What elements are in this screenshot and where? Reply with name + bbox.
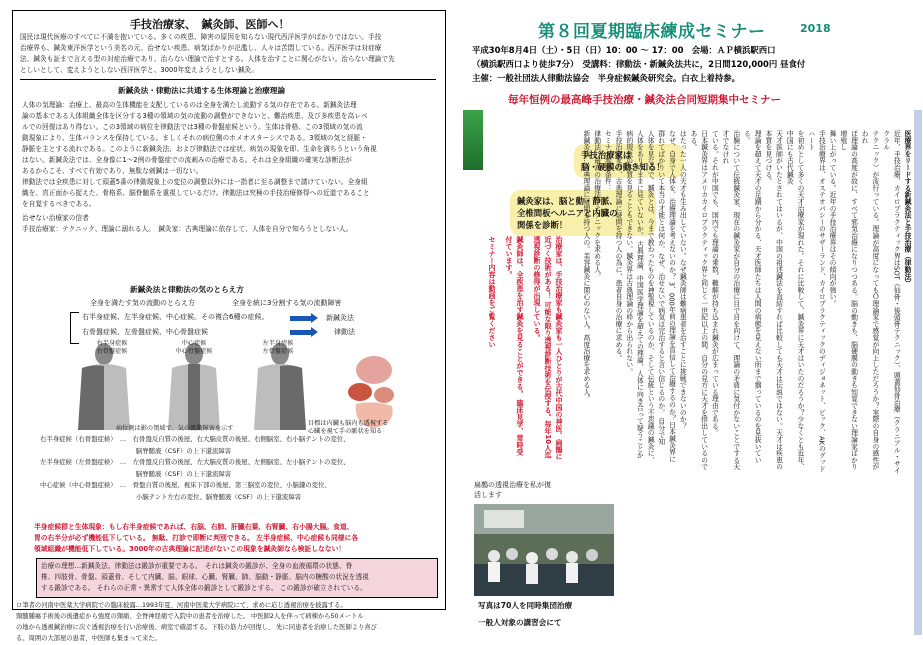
vertical-line: 人体をありのままに見ていないか。 古典理論、中国医学理論を超えての理論、人体に向き合って疑うことか [635, 130, 644, 459]
body-line: 律動法では全疾患に対して頭蓋5番の律動現象上の変位の調整以外には一指者に至る調整まで請けていない。全身組 [22, 178, 368, 186]
body-line: 動現象により、生体バランスを保持している。ましくそれの病位側のホメオスターシスである。3領域の気と経脈・ [22, 134, 368, 142]
bubble-line: 脳・硬膜の動き知る！ [581, 162, 665, 172]
vertical-red-line: 鍼灸師は、全疾患を治す鍼灸を見ることができる。 臨床見学、常時受付ています。 [505, 236, 524, 456]
foot-line: る。周囲の大部屋の患者、中医師も集まって来た。 [16, 635, 161, 642]
body-line: あるからこそ、すべて有効であり、無駄な刺鍼は一切ない。 [22, 167, 203, 175]
flow-right-label: 全身を統に3分割する気の流動障害 [232, 299, 342, 307]
case-line: 右半身症候（右骨盤症候） … 右骨盤反自質の後屋、右大脳皮質の後屋、右側脳室、右小脳テントの変位、 [40, 435, 350, 443]
treatment-label: 律動法 [334, 328, 355, 336]
vertical-line: 天才医師がいたとされてはいるが、中国の祖述鍼法を直結すれば比較しても天才は伝説ではない。天才は疾患の本質を見つける。 [763, 130, 783, 470]
section-title-theory: 新鍼灸法・律動法に共通する生体理論と治療理論 [118, 86, 286, 95]
info-line: 主催：一般社団法人律動法協会 半身症候鍼灸研究会。白衣上着持参。 [472, 73, 740, 83]
vertical-line: を初めとして多くの天才治療家が現れた。それに比較して、鍼灸界に天才はいたのだろうか？少なくとも近年、中国にも古代鍼灸 [785, 130, 804, 470]
vertical-line: ている。それが中国でも、国内でも理論の乗数、難解が持ち込まれ鍼灸が広まっている理由である。 [710, 130, 719, 436]
vertical-line: ば理論の高度が故に、すべて邪気治療になりつつある。脳の動きも、脳硬膜の動きも知覚できない理論家ばかり増殖し [838, 130, 858, 470]
seminar-title: 第８回夏期臨床練成セミナー [538, 22, 766, 42]
decor-band [463, 110, 483, 170]
body-line: ルでの回復はあり得ない。この3領域の病位を律動法では3種の骨盤症候という。生体は骨格、この3領域の気の流 [22, 123, 363, 131]
vertical-line: 医療界をリードする新鍼灸法と手技治療（律動法） [903, 130, 911, 287]
condition-line: 右半身症候、左半身症候、中心症候。その複合6種の症候。 [82, 313, 269, 321]
bubble-line: 鍼灸家は、脳と動・静脈、 [517, 196, 618, 206]
vertical-red-line: 透視診断の修得が出現している。 [533, 236, 541, 341]
vertical-red-line: 近づく技術がある！ 可能な限り透視診断技術を伝授する。毎年10人迄 [544, 236, 552, 459]
vertical-red-line: 治療家は、手技治療家も鍼灸家も一人ひとりが古代中国の神医、扁鵲に [555, 236, 563, 460]
photo-caption: 写真は70人を同時集団治療 [478, 601, 573, 610]
bubble-line: 全椎間板ヘルニアと内臓の [517, 208, 618, 218]
vertical-line: 新鍼灸法…古典理論に疑問を持つ人の。美容鍼灸に関心のない人。高度治療を求める人。 [581, 130, 590, 402]
seminar-subtitle: 毎年恒例の最高峰手技治療・鍼灸法合同短期集中セミナー [508, 94, 781, 106]
photo-caption: 一般人対象の講習会にて [478, 618, 562, 627]
arrow-right-icon [290, 330, 312, 335]
vertical-line: セミナー参加条件： [603, 130, 612, 192]
organs-icon [348, 356, 394, 428]
vertical-line: なぜ、自身で人体を、治療理論を考えないのか？ 3、000年前の理論を盲信して治療するのか？日本鍼灸界に [667, 130, 676, 463]
body-line: 人体の気理論：治療上、最高の生体機能を支配しているのは全身を満たし流動する気の存在である。新鍼灸法理 [22, 101, 357, 109]
figure-caption-left: 病位側は影の領域で、気の流動障害を示す [116, 425, 234, 432]
figure-caption-right: 目標は内臓も脳内も透視する 心臓を視て手の脈状を知る [308, 420, 389, 435]
figure-label-right: 右半身症候 右骨盤症候 [96, 340, 128, 355]
vertical-line: 病的現象の本質を見ることもできない。鍼灸界は古典理論の枠から出られない。 [624, 130, 633, 375]
pink-line: する鍛診である。 それらの正常・異常すて人体全体の鍛診として鍛診とする。 この鍛診が確立されている。 [41, 584, 367, 592]
treatment-ideal-box [36, 558, 438, 598]
vertical-line: 群れてばかりいて本当の才能とは何か。なぜ、治せないで病気は完治すると言い信じるのか。 自分で知 [656, 130, 665, 445]
footnote [16, 600, 446, 644]
divider [20, 79, 436, 80]
intro-line: としいとして、変えようとしない西洋医学と、3000年変えようとしない鍼灸。 [20, 66, 258, 74]
body-figure-icon [78, 343, 130, 430]
vertical-line: 律動法…最高の治療法、テクニックを求める人。 [592, 130, 601, 280]
vertical-line: テクニック）が流行っている。理論が高度になってもＯ理論家で感覚が向上しただろうか？実際の自身の感性がわれ [860, 130, 879, 470]
case-line: 脳脊髄液（CSF）の上下還流障害 [40, 446, 232, 455]
vertical-line: 人体を見ないで、鍼灸とは、今まで教わったものを神聖視しているのか、そして伝統という不思議の鍼灸に、 [646, 130, 655, 464]
treatment-label: 新鍼灸法 [326, 314, 354, 322]
condition-line: 右骨盤症候、左骨盤症候、中心骨盤症候 [82, 328, 208, 336]
foot-line: の地から透視鍼治療に次ぐ透視治療を行い治療後、病室で確認する。下肢の筋力が回復し、 先に同患者を治療した医師より喜び [16, 624, 377, 631]
figure-label-center: 中心症候 中心骨盤症候 [175, 340, 213, 355]
red-line: 領域組織が機能低下している。3000年の古典理論に記述がないこの現象を鍼灸師なら検証しなない！ [34, 545, 346, 553]
seminar-year: 2018 [800, 22, 831, 35]
body-figure-icon [254, 343, 306, 430]
vertical-red-line: セミナー内容は動画をご覧ください [488, 236, 496, 348]
foot-line: ロ筆者の河南中医薬大学病院での臨床披露…1993年夏、河南中医薬大学病院にて、求めに応じ透視治療を披露する。 [16, 602, 347, 609]
red-line: 半身症候群と生体現象：もし右半身症候であれば、右脳、右肺、肝臓右葉、右腎臓、右小腸大腸。食道、 [34, 523, 354, 531]
pink-line: 治療の理想…新鍼灸法、律動法は鍛診が重要である。 それは鍼灸の鍛診が、全身の血液循環の状態、脊 [41, 562, 353, 570]
info-line: 平成30年8月4日（土）・5日（日）10：00 〜 17：00 会場：ＡＰ横浜駅西口 [472, 45, 776, 55]
photo-caption-top: 扁鵲の透視治療を私が復活します [474, 481, 551, 499]
vertical-text-red [486, 236, 582, 462]
red-line: 胃の右半分が必ず機能低下している。 無駄、打診で即断に判別できる。 左半身症候、中心症候も同様に各 [34, 534, 359, 542]
vertical-line: 手技治療界は、オステオパシーのサザーランド、カイロプラクティックのディジョネット、ピック、AKのグッドハート [806, 130, 826, 473]
intro-title: 手技治療家、 鍼灸師、医師へ！ [130, 18, 290, 31]
red-paragraph [34, 522, 434, 555]
arrow-right-icon [290, 316, 312, 321]
case-line: 左半身症候（左骨盤症候） … 左骨盤反自質の後屋、左大脳皮質の後屋、左側脳室、左小脳テントの変位、 [40, 458, 350, 467]
intro-paragraph [20, 32, 436, 76]
body-line: を自覚するべきである。 [22, 200, 96, 208]
vertical-line: 日本鍼灸界はアメリカカイロプラクティック界と同じく一世紀以上の間、自分の見方に天才を排出しているのである。 [688, 130, 708, 470]
intro-line: 治療界も、鍼灸東洋医学という美名の元、治せない疾患、病気ばかりが氾濫し、人々は苦悶している。西洋医学は対症療 [20, 44, 382, 52]
case-lines [40, 434, 440, 504]
vertical-line: はたった一人の天才も生み出していない。なぜ鍼灸師は難病患者を治すことに挑戦できないのか？ [678, 130, 687, 430]
bubble-line: 関係を診断！ [517, 220, 568, 230]
vertical-line: 治験について伝統鍼灸家、現在の鍼灸家が自分の治療に目で目を向けて、理論の矛盾に気付かないことでする天才でなけれ [721, 130, 740, 470]
body-figure-icon [168, 343, 220, 430]
intro-line: 国民は現代医療のすべてに不満を抱いている。多くの疾患、障害の原因を知らない現代西洋医学がばかりではない。手技 [20, 33, 382, 41]
section-title-qi: 新鍼灸法と律動法の気のとらえ方 [130, 285, 244, 294]
flow-left-label: 全身を満たす気の流動のとらえ方 [90, 299, 195, 307]
figure-label-left: 左半身症候 左骨盤症候 [262, 340, 294, 355]
bubble-line: 手技治療家は [581, 150, 632, 160]
case-line: 小脳テント左右の変位、脳脊髄液（CSF）の上下還流障害 [40, 492, 302, 501]
foot-line: 頸髄腫瘍手術後の後遺症から強度の頸痛、全脊神経痛で入院中の患者を治療した。 中医師2人を伴って病棟から50メートル [16, 613, 364, 620]
vertical-line: 理論を超えて天才の足蹟から分かる、天才医師たちは人間の病態を見えない所まで掴っているのを見抜いている。 [742, 130, 762, 464]
vertical-line: 舞い上がっている。近年の手技治療界はその傾向が強い。 [828, 130, 837, 307]
vertical-line: 手技治療家は、古典理論に疑問を持つ人の為に、患者自身の治療に求める。 [614, 130, 623, 362]
treatments-title: 治せない治療家の信者 [22, 214, 89, 222]
body-line: 静脈を主とする流れである。このように新鍼灸法、および律動法では症状、病気の現象を即、生命を満ちうという角視 [22, 145, 377, 153]
vertical-line: 近年、手技治療、カイロプラクティック界はSOT（仙骨・後頭骨テクニック）、頭蓋仙骨治療（クラニアル・サイクラル [881, 130, 901, 474]
theory-body [22, 100, 436, 235]
decor-border [914, 110, 922, 635]
body-line: 論の基本である人体組織全体を区分する3種の領域の気の流動の調整ができないと、難治疾患、及び多疾患を高レベ [22, 112, 368, 120]
info-line: （横浜駅西口より徒歩7分） 受講料：律動法・新鍼灸法共に，2日間120,000円 昼食付 [472, 59, 806, 69]
treatments-line: 手技治療家：テクニック、理論に溺れる人。 鍼灸家：古典理論に依存して、人体を自分で知ろうとしない人。 [22, 225, 353, 233]
pink-line: 椎、四肢骨、骨盤、頭蓋骨、そして内臓、脳、眼球、心臓、腎臓、肺、脳動・静脈、脳内の糖酸の状況を透視 [41, 573, 369, 581]
body-line: はない。新鍼灸法では、全身像に1〜2例の骨盤症での流刺みの治療である。それは全身組織の確実な診断法が [22, 156, 352, 164]
intro-line: 法、鍼灸も証まで言える型の対症治療であり、治らない理論で治すとする。人体を治すことに関心がない。治らない理論で先 [20, 55, 395, 63]
body-line: 織を、真正面から捉えた、骨格系、脳脊髄系を重視しているだけ。律動法は究極の手技治療修得への近道であること [22, 189, 370, 197]
group-treatment-photo [474, 504, 614, 596]
case-line: 脳脊髄液（CSF）の上下還流障害 [40, 469, 232, 478]
case-line: 中心症候（中心骨盤症候） … 骨盤自質の後屋、視床下部の後屋、第三脳室の変位、小脳鎌の変位、 [40, 481, 331, 490]
